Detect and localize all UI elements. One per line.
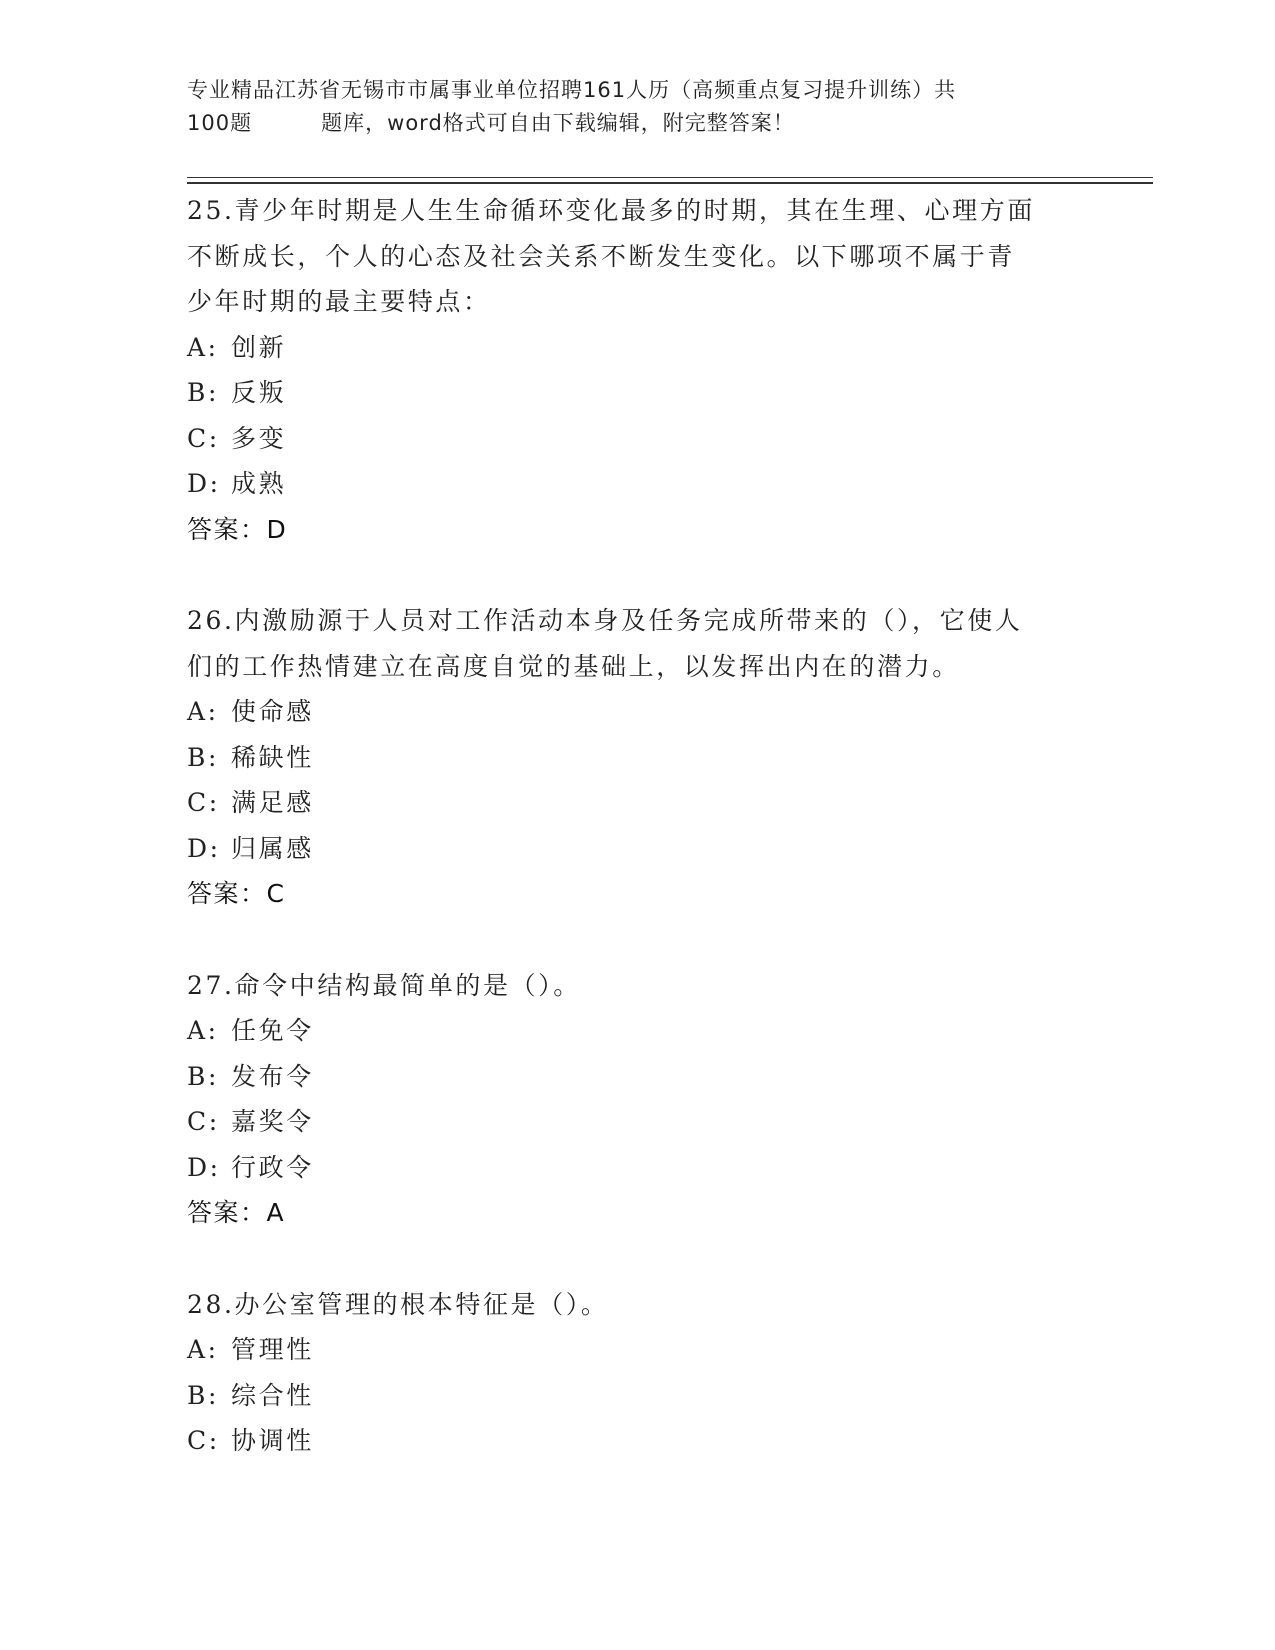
option-letter: D:: [187, 469, 221, 498]
option-c: [187, 1099, 1087, 1145]
option-text: 满足感: [231, 788, 314, 817]
header-line-2: 100题 题库，word格式可自由下载编辑，附完整答案！: [187, 111, 795, 135]
option-letter: A:: [187, 332, 219, 362]
option-text: 归属感: [231, 833, 314, 863]
header-rule-thin: [187, 177, 1153, 178]
option-text: 管理性: [231, 1335, 314, 1364]
option-text: 稀缺性: [231, 742, 314, 772]
header-rule-thick: [187, 182, 1153, 184]
option-b: [187, 1373, 1087, 1419]
option-text: 反叛: [231, 378, 287, 407]
answer-label: 答案：A: [187, 1198, 286, 1227]
question-text: [187, 963, 1087, 1009]
option-b: [187, 735, 1087, 781]
option-d: [187, 461, 1087, 507]
question-26: [187, 598, 1087, 917]
question-text-line: 28.办公室管理的根本特征是（）。: [187, 1289, 609, 1319]
option-letter: C:: [187, 1426, 220, 1455]
question-text-line: 25.青少年时期是人生生命循环变化最多的时期，其在生理、心理方面: [187, 196, 1035, 225]
question-text-line: 少年时期的最主要特点：: [187, 287, 491, 316]
question-list: [187, 188, 1087, 1464]
option-text: 创新: [231, 332, 287, 362]
option-text: 多变: [231, 423, 287, 453]
question-spacer: [187, 917, 1087, 963]
option-c: [187, 780, 1087, 826]
option-letter: A:: [187, 1016, 219, 1045]
option-a: [187, 1327, 1087, 1373]
option-b: [187, 1054, 1087, 1100]
option-letter: B:: [187, 378, 219, 407]
option-text: 综合性: [231, 1380, 314, 1410]
option-letter: B:: [187, 1380, 219, 1410]
question-text-line: 不断成长，个人的心态及社会关系不断发生变化。以下哪项不属于青: [187, 241, 1016, 271]
question-text: [187, 1282, 1087, 1328]
question-text-line: 26.内激励源于人员对工作活动本身及任务完成所带来的（），它使人: [187, 606, 1023, 635]
option-letter: C:: [187, 1107, 220, 1136]
option-c: [187, 1418, 1087, 1464]
option-letter: B:: [187, 1061, 219, 1091]
option-c: [187, 416, 1087, 462]
question-text-line: 27.命令中结构最简单的是（）。: [187, 970, 581, 1000]
question-text: [187, 188, 1087, 325]
option-text: 使命感: [231, 697, 314, 726]
question-spacer: [187, 552, 1087, 598]
question-text: [187, 598, 1087, 689]
answer-label: 答案：D: [187, 514, 288, 544]
question-spacer: [187, 1236, 1087, 1282]
option-text: 发布令: [231, 1061, 314, 1091]
question-27: [187, 963, 1087, 1236]
option-a: [187, 325, 1087, 371]
option-d: [187, 1145, 1087, 1191]
option-d: [187, 826, 1087, 872]
option-text: 任免令: [231, 1016, 314, 1045]
option-text: 行政令: [231, 1152, 314, 1182]
answer-label: 答案：C: [187, 879, 286, 908]
option-letter: C:: [187, 788, 220, 817]
header-line-1: 专业精品江苏省无锡市市属事业单位招聘161人历（高频重点复习提升训练）共: [187, 78, 957, 102]
question-28: [187, 1282, 1087, 1464]
option-text: 成熟: [231, 469, 287, 498]
option-letter: A:: [187, 1335, 219, 1364]
option-letter: C:: [187, 423, 220, 453]
question-text-line: 们的工作热情建立在高度自觉的基础上，以发挥出内在的潜力。: [187, 651, 960, 681]
option-text: 嘉奖令: [231, 1107, 314, 1136]
option-letter: A:: [187, 697, 219, 726]
question-25: [187, 188, 1087, 552]
document-header: [187, 74, 1087, 140]
option-a: [187, 689, 1087, 735]
option-letter: B:: [187, 742, 219, 772]
option-b: [187, 370, 1087, 416]
option-text: 协调性: [231, 1426, 314, 1455]
option-letter: D:: [187, 833, 221, 863]
option-letter: D:: [187, 1152, 221, 1182]
option-a: [187, 1008, 1087, 1054]
